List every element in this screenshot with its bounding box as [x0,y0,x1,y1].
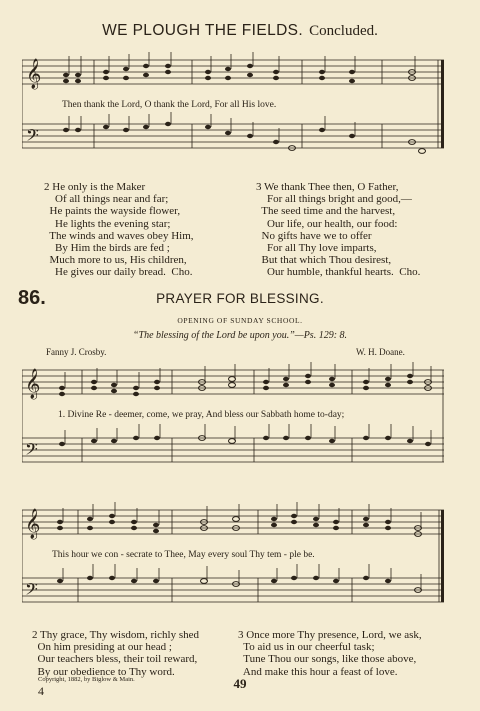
hymn-title-top [0,22,480,40]
hymn-title-top-text: WE PLOUGH THE FIELDS. [102,22,304,39]
hymn-number: 86. [18,287,46,309]
verse-2-top: 2 He only is the Maker Of all things near and far; He paints the wayside flower, He lights the evening star; The winds and waves obey Him, By Him the birds are fed ; Much more to us, His children, He gives our daily bread. Cho. [44,181,194,279]
svg-text:𝄢: 𝄢 [26,125,39,149]
section-number: 4 [38,684,44,698]
verse-2-bottom: 2 Thy grace, Thy wisdom, richly shed On him presiding at our head ; Our teachers bless, their toil reward, By our obedience to Thy word. [32,629,200,678]
svg-text:𝄞: 𝄞 [25,509,41,539]
hymn-title-suffix: Concluded. [309,23,378,39]
lyricist: Fanny J. Crosby. [46,347,107,357]
page-number: 49 [233,676,247,691]
lyric-line-2: This hour we con - secrate to Thee, May every soul Thy tem - ple be. [52,550,315,560]
scripture-quote [0,330,480,341]
verse-3-bottom: 3 Once more Thy presence, Lord, we ask, To aid us in our cheerful task; Tune Thou our songs, like those above, And make this hour a feast of love. [238,629,422,678]
svg-text:𝄞: 𝄞 [26,59,42,89]
svg-text:𝄞: 𝄞 [25,369,41,399]
lyric-line-1: 1. Divine Re - deemer, come, we pray, And bless our Sabbath home to-day; [58,410,345,420]
verse-3-top: 3 We thank Thee then, O Father, For all things bright and good,— The seed time and the harvest, Our life, our health, our food: No gifts have we to offer For all Thy love imparts, But that which Thou desirest, Our humble, thankful hearts. Cho. [256,181,421,279]
hymn-title: PRAYER FOR BLESSING. [156,291,324,306]
scripture-quote-text: “The blessing of the Lord be upon you.”—Ps. 129: 8. [132,330,348,341]
svg-text:𝄢: 𝄢 [25,439,38,463]
svg-text:𝄢: 𝄢 [25,579,38,603]
lyric-line-top: Then thank the Lord, O thank the Lord, For all His love. [62,100,277,110]
hymn-occasion: OPENING OF SUNDAY SCHOOL. [177,316,303,325]
copyright-notice: Copyright, 1882, by Biglow & Main. [38,676,135,683]
composer: W. H. Doane. [356,347,405,357]
